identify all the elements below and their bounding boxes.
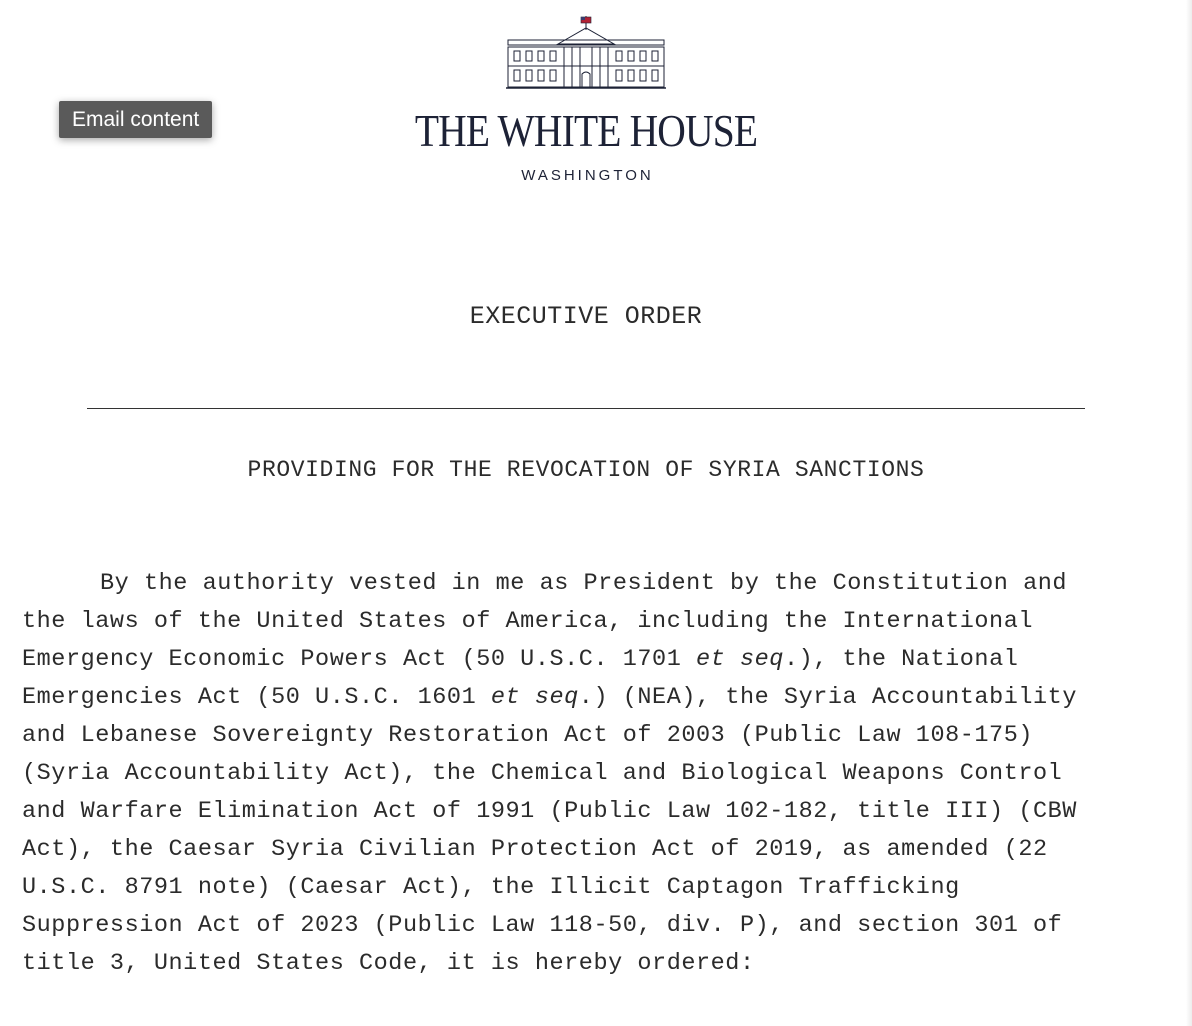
email-content-tooltip: Email content bbox=[59, 101, 212, 138]
letterhead-subtitle: WASHINGTON bbox=[521, 167, 654, 184]
body-line: the laws of the United States of America, including the International bbox=[22, 608, 1034, 635]
body-line: (Syria Accountability Act), the Chemical and Biological Weapons Control bbox=[22, 760, 1063, 787]
letterhead bbox=[0, 14, 1172, 184]
letterhead-title: THE WHITE HOUSE bbox=[414, 105, 758, 156]
body-line: Emergencies Act (50 U.S.C. 1601 et seq.) (NEA), the Syria Accountability bbox=[22, 684, 1077, 711]
order-body-paragraph bbox=[22, 565, 1172, 983]
document-heading: EXECUTIVE ORDER bbox=[469, 302, 703, 331]
order-title: PROVIDING FOR THE REVOCATION OF SYRIA SANCTIONS bbox=[247, 457, 925, 483]
body-line: U.S.C. 8791 note) (Caesar Act), the Illicit Captagon Trafficking bbox=[22, 874, 960, 901]
body-line: Emergency Economic Powers Act (50 U.S.C. 1701 et seq.), the National bbox=[22, 646, 1019, 673]
page-right-edge bbox=[1186, 0, 1192, 1026]
body-line: and Lebanese Sovereignty Restoration Act of 2003 (Public Law 108-175) bbox=[22, 722, 1034, 749]
body-line: title 3, United States Code, it is hereby ordered: bbox=[22, 950, 755, 977]
body-line: Act), the Caesar Syria Civilian Protection Act of 2019, as amended (22 bbox=[22, 836, 1048, 863]
body-line: By the authority vested in me as President by the Constitution and bbox=[100, 570, 1068, 597]
body-line: Suppression Act of 2023 (Public Law 118-50, div. P), and section 301 of bbox=[22, 912, 1063, 939]
white-house-building-icon bbox=[506, 14, 666, 90]
horizontal-rule bbox=[87, 408, 1085, 409]
body-line: and Warfare Elimination Act of 1991 (Public Law 102-182, title III) (CBW bbox=[22, 798, 1077, 825]
